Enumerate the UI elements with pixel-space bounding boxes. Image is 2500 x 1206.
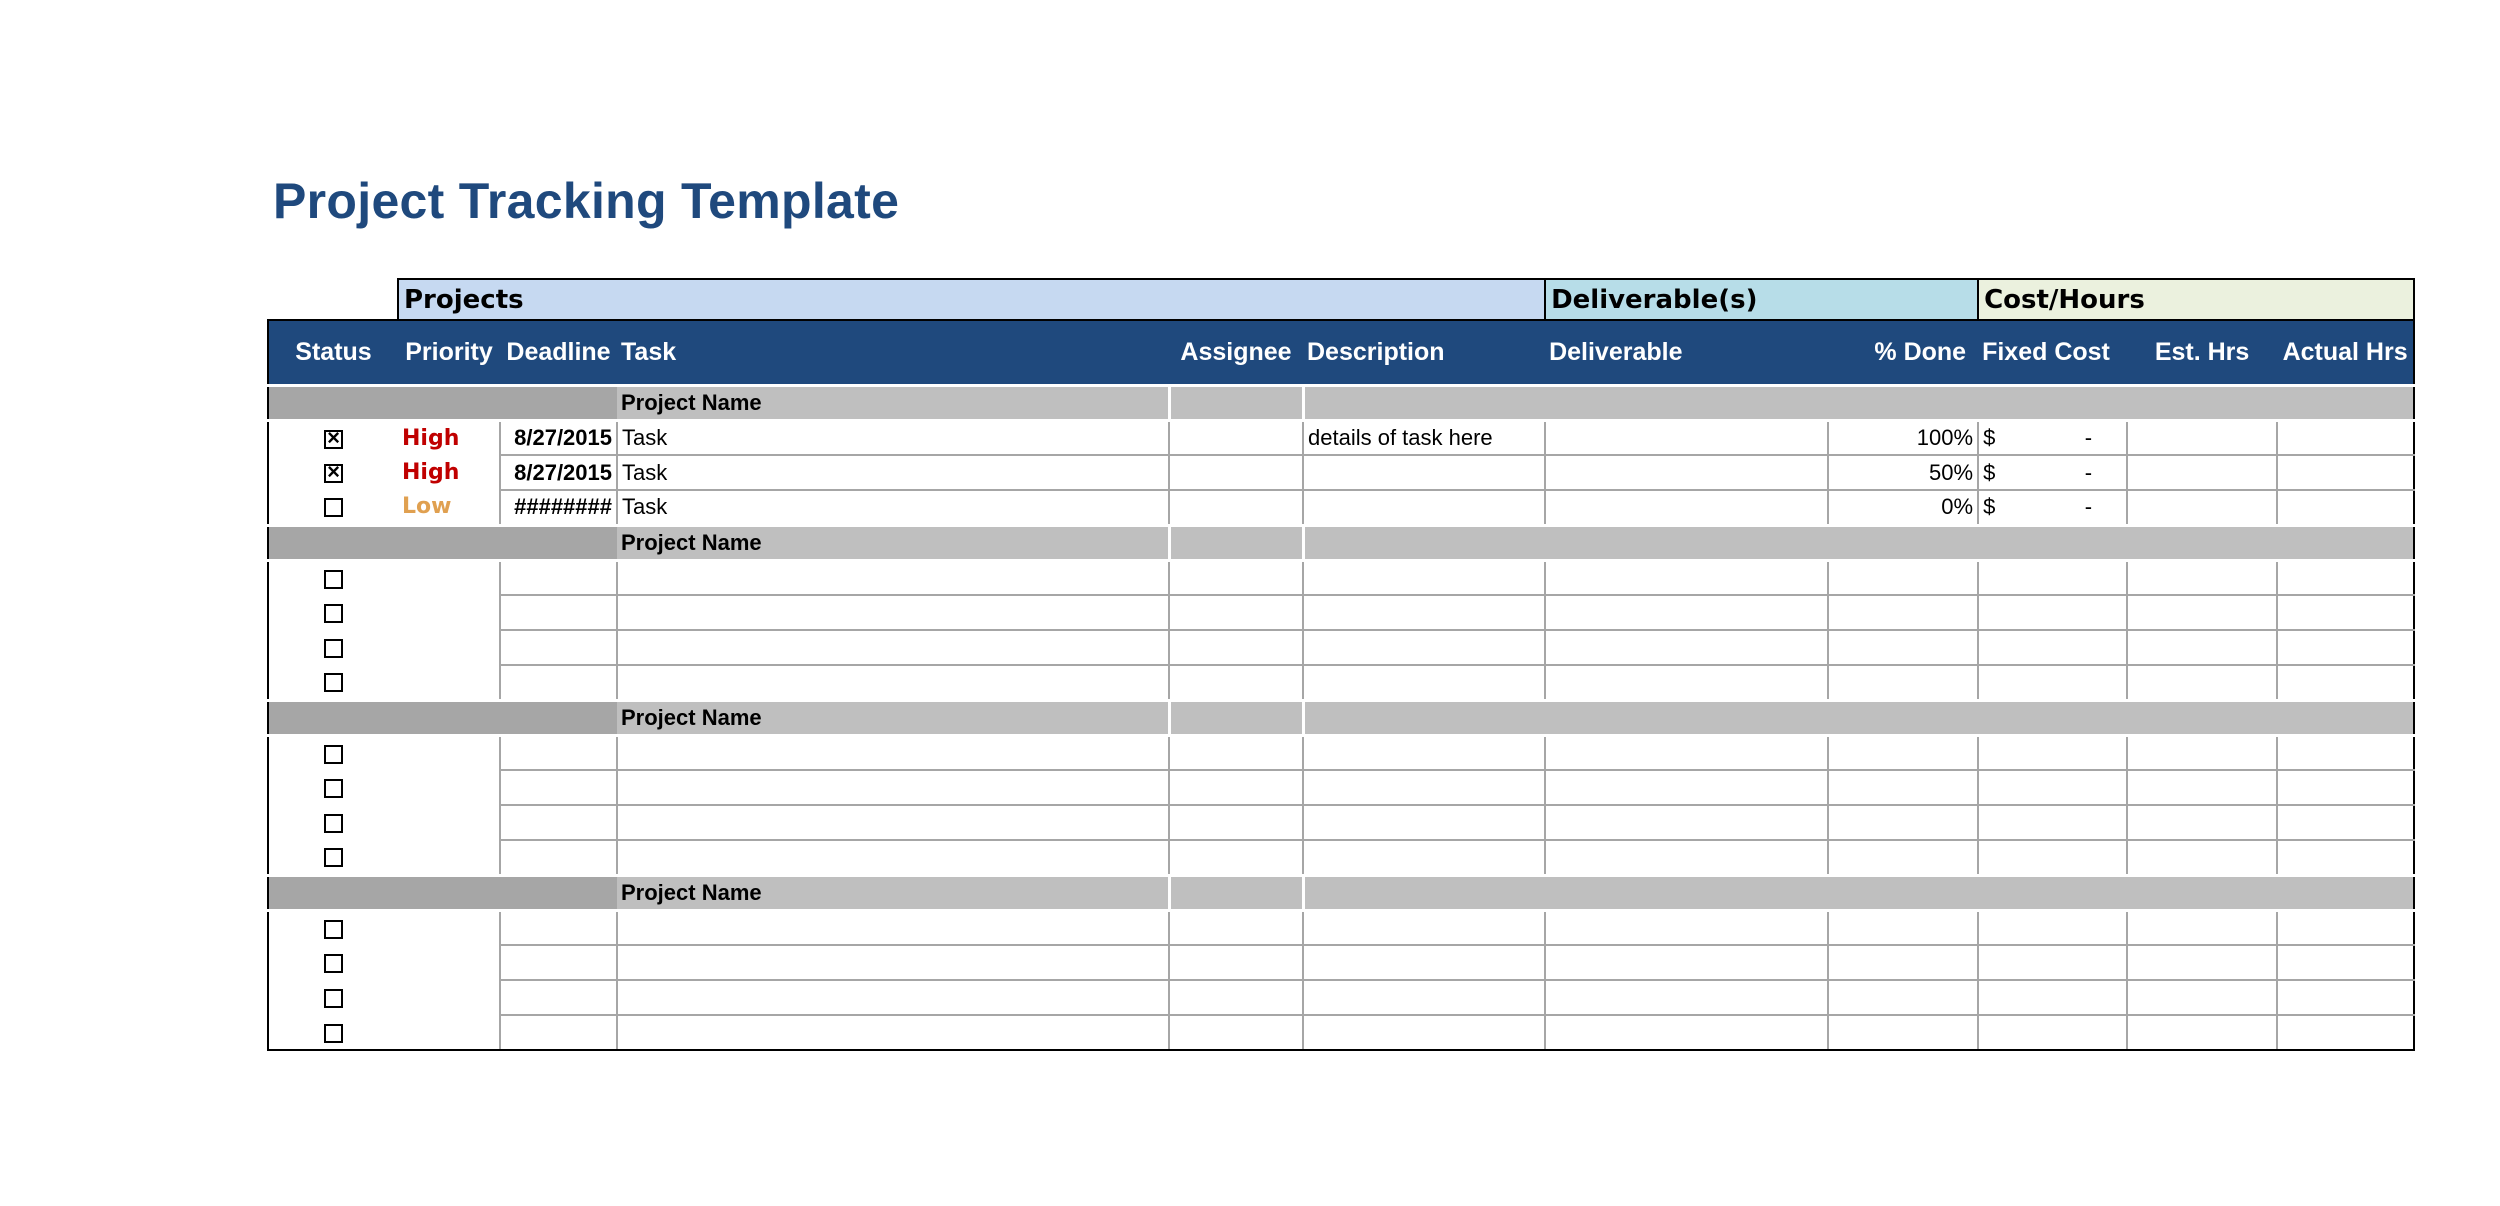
assignee-cell[interactable] bbox=[1169, 840, 1303, 875]
description-cell[interactable] bbox=[1303, 560, 1545, 595]
task-row bbox=[268, 420, 2414, 455]
fixed-cost-cell[interactable] bbox=[1978, 665, 2127, 700]
deliverable-cell[interactable] bbox=[1545, 665, 1828, 700]
est-hrs-cell[interactable] bbox=[2127, 595, 2277, 630]
header-deadline[interactable]: Deadline bbox=[500, 320, 617, 385]
description-cell[interactable] bbox=[1303, 665, 1545, 700]
task-row bbox=[268, 595, 2414, 630]
task-cell[interactable] bbox=[617, 735, 1169, 770]
deadline-cell[interactable] bbox=[500, 1015, 617, 1050]
task-row bbox=[268, 455, 2414, 490]
est-hrs-cell[interactable] bbox=[2127, 455, 2277, 490]
pct-done-cell[interactable] bbox=[1828, 1015, 1978, 1050]
deliverable-cell[interactable] bbox=[1545, 560, 1828, 595]
deadline-cell[interactable] bbox=[500, 665, 617, 700]
task-row bbox=[268, 490, 2414, 525]
currency-symbol: $ bbox=[1983, 459, 1996, 485]
status-checkbox[interactable] bbox=[324, 1024, 343, 1043]
page-title: Project Tracking Template bbox=[273, 173, 900, 229]
deadline-cell[interactable] bbox=[500, 770, 617, 805]
pct-done-cell[interactable] bbox=[1828, 805, 1978, 840]
category-deliverables: Deliverable(s) bbox=[1545, 279, 1978, 320]
task-cell[interactable] bbox=[617, 1015, 1169, 1050]
assignee-cell[interactable] bbox=[1169, 770, 1303, 805]
status-checkbox[interactable] bbox=[324, 954, 343, 973]
pct-done-cell[interactable]: 50% bbox=[1828, 455, 1978, 490]
project-group-row bbox=[268, 385, 2414, 420]
task-cell[interactable] bbox=[617, 980, 1169, 1015]
fixed-cost-cell[interactable] bbox=[1978, 490, 2127, 525]
deadline-cell[interactable] bbox=[500, 630, 617, 665]
actual-hrs-cell[interactable] bbox=[2277, 455, 2414, 490]
group-rest-cell[interactable] bbox=[1303, 385, 2414, 420]
est-hrs-cell[interactable] bbox=[2127, 770, 2277, 805]
assignee-cell[interactable] bbox=[1169, 910, 1303, 945]
est-hrs-cell[interactable] bbox=[2127, 560, 2277, 595]
task-row bbox=[268, 665, 2414, 700]
priority-cell[interactable]: High bbox=[402, 425, 460, 451]
actual-hrs-cell[interactable] bbox=[2277, 840, 2414, 875]
task-row bbox=[268, 630, 2414, 665]
status-checkbox[interactable] bbox=[324, 848, 343, 867]
status-cell bbox=[268, 980, 398, 1015]
est-hrs-cell[interactable] bbox=[2127, 665, 2277, 700]
description-cell[interactable]: details of task here bbox=[1303, 420, 1545, 455]
task-cell[interactable] bbox=[617, 560, 1169, 595]
group-spacer bbox=[268, 700, 617, 735]
group-assignee-cell[interactable] bbox=[1169, 385, 1303, 420]
priority-cell[interactable] bbox=[398, 945, 500, 980]
task-cell[interactable] bbox=[617, 805, 1169, 840]
task-row bbox=[268, 945, 2414, 980]
currency-symbol: $ bbox=[1983, 494, 1996, 520]
status-cell bbox=[268, 665, 398, 700]
est-hrs-cell[interactable] bbox=[2127, 735, 2277, 770]
assignee-cell[interactable] bbox=[1169, 630, 1303, 665]
status-checkbox[interactable] bbox=[324, 673, 343, 692]
priority-cell[interactable] bbox=[398, 560, 500, 595]
description-cell[interactable] bbox=[1303, 455, 1545, 490]
assignee-cell[interactable] bbox=[1169, 980, 1303, 1015]
deadline-cell[interactable]: 8/27/2015 bbox=[500, 420, 617, 455]
fixed-cost-cell[interactable] bbox=[1978, 805, 2127, 840]
description-cell[interactable] bbox=[1303, 490, 1545, 525]
task-row bbox=[268, 735, 2414, 770]
project-group-row bbox=[268, 525, 2414, 560]
assignee-cell[interactable] bbox=[1169, 1015, 1303, 1050]
status-cell bbox=[268, 770, 398, 805]
description-cell[interactable] bbox=[1303, 770, 1545, 805]
assignee-cell[interactable] bbox=[1169, 805, 1303, 840]
priority-cell[interactable]: Low bbox=[402, 494, 452, 520]
assignee-cell[interactable] bbox=[1169, 560, 1303, 595]
status-cell bbox=[268, 455, 398, 490]
status-cell bbox=[268, 945, 398, 980]
description-cell[interactable] bbox=[1303, 595, 1545, 630]
status-cell bbox=[268, 1015, 398, 1050]
fixed-cost-cell[interactable] bbox=[1978, 560, 2127, 595]
fixed-cost-cell[interactable] bbox=[1978, 735, 2127, 770]
deadline-cell[interactable] bbox=[500, 910, 617, 945]
deadline-cell[interactable] bbox=[500, 735, 617, 770]
priority-cell[interactable] bbox=[398, 840, 500, 875]
actual-hrs-cell[interactable] bbox=[2277, 770, 2414, 805]
status-checkbox[interactable] bbox=[324, 430, 343, 449]
est-hrs-cell[interactable] bbox=[2127, 490, 2277, 525]
currency-symbol: $ bbox=[1983, 424, 1996, 450]
assignee-cell[interactable] bbox=[1169, 665, 1303, 700]
group-rest-cell[interactable] bbox=[1303, 700, 2414, 735]
fixed-cost-value: - bbox=[2084, 494, 2093, 520]
pct-done-cell[interactable] bbox=[1828, 735, 1978, 770]
pct-done-cell[interactable]: 0% bbox=[1828, 490, 1978, 525]
fixed-cost-cell[interactable] bbox=[1978, 630, 2127, 665]
est-hrs-cell[interactable] bbox=[2127, 945, 2277, 980]
status-checkbox[interactable] bbox=[324, 779, 343, 798]
fixed-cost-cell[interactable] bbox=[1978, 945, 2127, 980]
status-checkbox[interactable] bbox=[324, 989, 343, 1008]
status-cell bbox=[268, 490, 398, 525]
fixed-cost-cell[interactable] bbox=[1978, 840, 2127, 875]
description-cell[interactable] bbox=[1303, 1015, 1545, 1050]
status-cell bbox=[268, 420, 398, 455]
project-tracking-table bbox=[267, 278, 2415, 1051]
pct-done-cell[interactable] bbox=[1828, 980, 1978, 1015]
priority-cell[interactable] bbox=[398, 1015, 500, 1050]
status-cell bbox=[268, 910, 398, 945]
priority-cell[interactable]: High bbox=[402, 460, 460, 485]
project-name-cell[interactable]: Project Name bbox=[617, 875, 1169, 910]
group-assignee-cell[interactable] bbox=[1169, 875, 1303, 910]
priority-cell[interactable] bbox=[398, 770, 500, 805]
project-name-cell[interactable]: Project Name bbox=[617, 700, 1169, 735]
deliverable-cell[interactable] bbox=[1545, 910, 1828, 945]
pct-done-cell[interactable]: 100% bbox=[1828, 420, 1978, 455]
fixed-cost-cell[interactable] bbox=[1978, 595, 2127, 630]
actual-hrs-cell[interactable] bbox=[2277, 420, 2414, 455]
status-checkbox[interactable] bbox=[324, 570, 343, 589]
task-row bbox=[268, 770, 2414, 805]
header-est-hrs[interactable]: Est. Hrs bbox=[2127, 320, 2277, 385]
actual-hrs-cell[interactable] bbox=[2277, 945, 2414, 980]
assignee-cell[interactable] bbox=[1169, 455, 1303, 490]
deadline-cell[interactable] bbox=[500, 560, 617, 595]
header-deliverable[interactable]: Deliverable bbox=[1545, 320, 1828, 385]
deadline-cell[interactable]: 8/27/2015 bbox=[500, 455, 617, 490]
actual-hrs-cell[interactable] bbox=[2277, 560, 2414, 595]
task-cell[interactable] bbox=[617, 630, 1169, 665]
task-row bbox=[268, 1015, 2414, 1050]
task-cell[interactable] bbox=[617, 910, 1169, 945]
task-row bbox=[268, 910, 2414, 945]
description-cell[interactable] bbox=[1303, 630, 1545, 665]
status-cell bbox=[268, 560, 398, 595]
task-cell[interactable] bbox=[617, 945, 1169, 980]
task-cell[interactable]: Task bbox=[617, 490, 1169, 525]
priority-cell[interactable] bbox=[398, 595, 500, 630]
task-cell[interactable]: Task bbox=[617, 420, 1169, 455]
fixed-cost-cell[interactable] bbox=[1978, 455, 2127, 490]
assignee-cell[interactable] bbox=[1169, 490, 1303, 525]
description-cell[interactable] bbox=[1303, 945, 1545, 980]
actual-hrs-cell[interactable] bbox=[2277, 490, 2414, 525]
deadline-cell[interactable] bbox=[500, 805, 617, 840]
header-row bbox=[268, 320, 2414, 385]
group-assignee-cell[interactable] bbox=[1169, 700, 1303, 735]
deliverable-cell[interactable] bbox=[1545, 1015, 1828, 1050]
deliverable-cell[interactable] bbox=[1545, 490, 1828, 525]
task-cell[interactable] bbox=[617, 770, 1169, 805]
category-projects: Projects bbox=[398, 279, 1545, 320]
fixed-cost-cell[interactable] bbox=[1978, 770, 2127, 805]
header-status[interactable]: Status bbox=[268, 320, 398, 385]
priority-cell[interactable] bbox=[398, 910, 500, 945]
actual-hrs-cell[interactable] bbox=[2277, 665, 2414, 700]
group-rest-cell[interactable] bbox=[1303, 525, 2414, 560]
group-assignee-cell[interactable] bbox=[1169, 525, 1303, 560]
category-row bbox=[268, 279, 2414, 320]
deadline-cell[interactable]: ######## bbox=[500, 490, 617, 525]
header-priority[interactable]: Priority bbox=[398, 320, 500, 385]
status-cell bbox=[268, 840, 398, 875]
actual-hrs-cell[interactable] bbox=[2277, 805, 2414, 840]
group-spacer bbox=[268, 525, 617, 560]
header-description[interactable]: Description bbox=[1303, 320, 1545, 385]
deliverable-cell[interactable] bbox=[1545, 805, 1828, 840]
deliverable-cell[interactable] bbox=[1545, 980, 1828, 1015]
header-actual-hrs[interactable]: Actual Hrs bbox=[2277, 320, 2414, 385]
deliverable-cell[interactable] bbox=[1545, 420, 1828, 455]
description-cell[interactable] bbox=[1303, 840, 1545, 875]
fixed-cost-cell[interactable] bbox=[1978, 980, 2127, 1015]
priority-cell[interactable] bbox=[398, 735, 500, 770]
status-checkbox[interactable] bbox=[324, 464, 343, 483]
project-group-row bbox=[268, 875, 2414, 910]
task-cell[interactable] bbox=[617, 840, 1169, 875]
deliverable-cell[interactable] bbox=[1545, 840, 1828, 875]
description-cell[interactable] bbox=[1303, 735, 1545, 770]
pct-done-cell[interactable] bbox=[1828, 595, 1978, 630]
actual-hrs-cell[interactable] bbox=[2277, 910, 2414, 945]
fixed-cost-value: - bbox=[2084, 424, 2093, 450]
pct-done-cell[interactable] bbox=[1828, 840, 1978, 875]
priority-cell[interactable] bbox=[398, 980, 500, 1015]
pct-done-cell[interactable] bbox=[1828, 665, 1978, 700]
status-cell bbox=[268, 630, 398, 665]
project-group-row bbox=[268, 700, 2414, 735]
est-hrs-cell[interactable] bbox=[2127, 420, 2277, 455]
status-checkbox[interactable] bbox=[324, 814, 343, 833]
header-assignee[interactable]: Assignee bbox=[1169, 320, 1303, 385]
header-task[interactable]: Task bbox=[617, 320, 1169, 385]
group-rest-cell[interactable] bbox=[1303, 875, 2414, 910]
assignee-cell[interactable] bbox=[1169, 420, 1303, 455]
fixed-cost-value: - bbox=[2084, 459, 2093, 485]
deadline-cell[interactable] bbox=[500, 840, 617, 875]
deliverable-cell[interactable] bbox=[1545, 595, 1828, 630]
priority-cell[interactable] bbox=[398, 665, 500, 700]
description-cell[interactable] bbox=[1303, 980, 1545, 1015]
category-cost-hours: Cost/Hours bbox=[1978, 279, 2414, 320]
deliverable-cell[interactable] bbox=[1545, 455, 1828, 490]
deadline-cell[interactable] bbox=[500, 945, 617, 980]
est-hrs-cell[interactable] bbox=[2127, 840, 2277, 875]
deadline-cell[interactable] bbox=[500, 595, 617, 630]
status-checkbox[interactable] bbox=[324, 745, 343, 764]
deliverable-cell[interactable] bbox=[1545, 770, 1828, 805]
status-checkbox[interactable] bbox=[324, 920, 343, 939]
header-pct-done[interactable]: % Done bbox=[1828, 320, 1978, 385]
status-checkbox[interactable] bbox=[324, 639, 343, 658]
actual-hrs-cell[interactable] bbox=[2277, 595, 2414, 630]
task-row bbox=[268, 560, 2414, 595]
description-cell[interactable] bbox=[1303, 805, 1545, 840]
est-hrs-cell[interactable] bbox=[2127, 805, 2277, 840]
header-fixed-cost[interactable]: Fixed Cost bbox=[1978, 320, 2127, 385]
deliverable-cell[interactable] bbox=[1545, 945, 1828, 980]
task-row bbox=[268, 980, 2414, 1015]
assignee-cell[interactable] bbox=[1169, 595, 1303, 630]
task-row bbox=[268, 805, 2414, 840]
assignee-cell[interactable] bbox=[1169, 945, 1303, 980]
group-spacer bbox=[268, 875, 617, 910]
actual-hrs-cell[interactable] bbox=[2277, 980, 2414, 1015]
actual-hrs-cell[interactable] bbox=[2277, 630, 2414, 665]
task-cell[interactable] bbox=[617, 595, 1169, 630]
group-spacer bbox=[268, 385, 617, 420]
est-hrs-cell[interactable] bbox=[2127, 980, 2277, 1015]
status-checkbox[interactable] bbox=[324, 604, 343, 623]
deliverable-cell[interactable] bbox=[1545, 630, 1828, 665]
actual-hrs-cell[interactable] bbox=[2277, 1015, 2414, 1050]
est-hrs-cell[interactable] bbox=[2127, 1015, 2277, 1050]
description-cell[interactable] bbox=[1303, 910, 1545, 945]
status-cell bbox=[268, 805, 398, 840]
deliverable-cell[interactable] bbox=[1545, 735, 1828, 770]
project-name-cell[interactable]: Project Name bbox=[617, 385, 1169, 420]
task-row bbox=[268, 840, 2414, 875]
pct-done-cell[interactable] bbox=[1828, 945, 1978, 980]
priority-cell[interactable] bbox=[398, 630, 500, 665]
est-hrs-cell[interactable] bbox=[2127, 910, 2277, 945]
status-checkbox[interactable] bbox=[324, 498, 343, 517]
fixed-cost-cell[interactable] bbox=[1978, 420, 2127, 455]
pct-done-cell[interactable] bbox=[1828, 560, 1978, 595]
assignee-cell[interactable] bbox=[1169, 735, 1303, 770]
fixed-cost-cell[interactable] bbox=[1978, 910, 2127, 945]
project-name-cell[interactable]: Project Name bbox=[617, 525, 1169, 560]
fixed-cost-cell[interactable] bbox=[1978, 1015, 2127, 1050]
status-cell bbox=[268, 735, 398, 770]
est-hrs-cell[interactable] bbox=[2127, 630, 2277, 665]
actual-hrs-cell[interactable] bbox=[2277, 735, 2414, 770]
pct-done-cell[interactable] bbox=[1828, 630, 1978, 665]
task-cell[interactable] bbox=[617, 665, 1169, 700]
pct-done-cell[interactable] bbox=[1828, 910, 1978, 945]
status-cell bbox=[268, 595, 398, 630]
deadline-cell[interactable] bbox=[500, 980, 617, 1015]
priority-cell[interactable] bbox=[398, 805, 500, 840]
pct-done-cell[interactable] bbox=[1828, 770, 1978, 805]
task-cell[interactable]: Task bbox=[617, 455, 1169, 490]
